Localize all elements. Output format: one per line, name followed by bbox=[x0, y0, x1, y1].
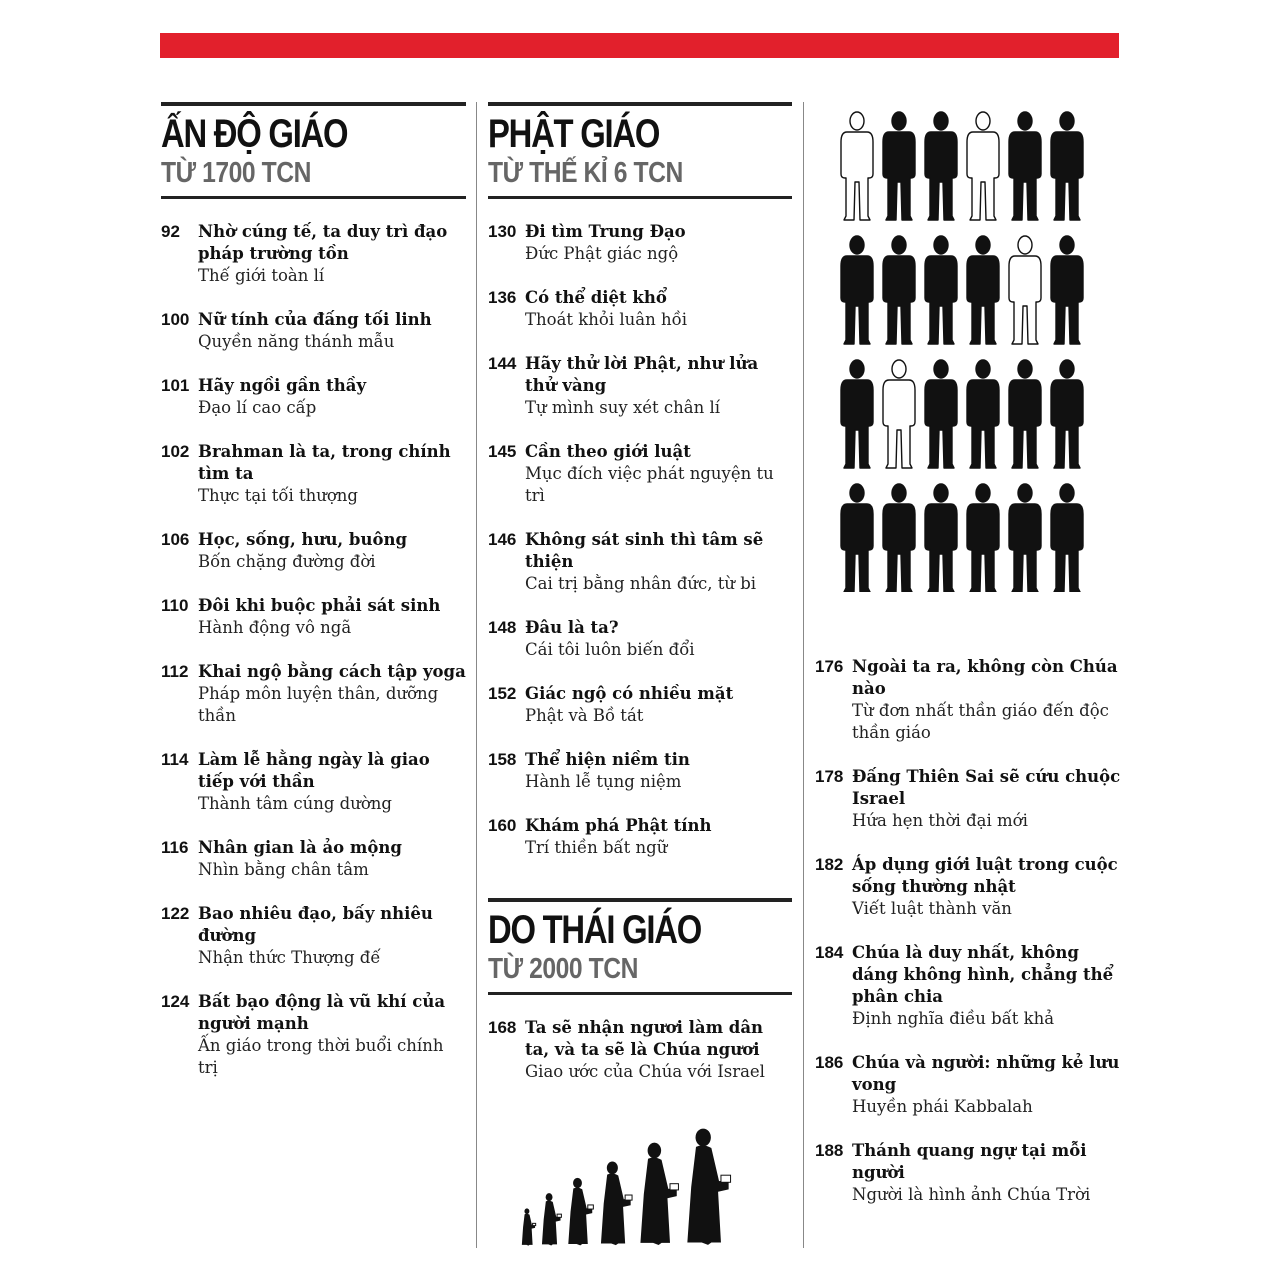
entry-title: Nhân gian là ảo mộng bbox=[198, 838, 402, 857]
entry-subtitle: Thành tâm cúng dường bbox=[198, 794, 392, 813]
page-number: 101 bbox=[161, 376, 190, 395]
toc-entry bbox=[161, 441, 466, 507]
entry-title: Học, sống, hưu, buông bbox=[198, 530, 407, 549]
entry-text bbox=[198, 595, 466, 639]
page-number: 124 bbox=[161, 992, 190, 1011]
entry-title: Thể hiện niềm tin bbox=[525, 750, 690, 769]
toc-entry bbox=[815, 1140, 1125, 1206]
entry-title: Ngoài ta ra, không còn Chúa nào bbox=[852, 657, 1118, 698]
entry-subtitle: Thế giới toàn lí bbox=[198, 266, 325, 285]
column-divider bbox=[476, 102, 477, 1248]
person-silhouette-icon bbox=[841, 484, 873, 592]
page-number: 146 bbox=[488, 530, 517, 549]
entry-title: Thánh quang ngự tại mỗi người bbox=[852, 1141, 1087, 1182]
entry-text bbox=[198, 837, 466, 881]
entry-subtitle: Nhận thức Thượng đế bbox=[198, 948, 381, 967]
toc-entry bbox=[161, 375, 466, 419]
entry-title: Hãy thử lời Phật, như lửa thử vàng bbox=[525, 354, 759, 395]
entry-title: Hãy ngồi gần thầy bbox=[198, 376, 367, 395]
monk-figure-icon bbox=[601, 1161, 632, 1245]
page-number: 176 bbox=[815, 657, 844, 676]
page-number: 106 bbox=[161, 530, 190, 549]
top-accent-bar bbox=[160, 33, 1119, 58]
person-silhouette-icon bbox=[1009, 360, 1041, 468]
toc-entry bbox=[488, 441, 792, 507]
entry-title: Nữ tính của đấng tối linh bbox=[198, 310, 432, 329]
person-silhouette-icon bbox=[1051, 484, 1083, 592]
toc-entry bbox=[161, 661, 466, 727]
entry-title: Khai ngộ bằng cách tập yoga bbox=[198, 662, 466, 681]
person-silhouette-icon bbox=[1009, 236, 1041, 344]
page-number: 182 bbox=[815, 855, 844, 874]
toc-entry bbox=[161, 529, 466, 573]
entry-subtitle: Mục đích việc phát nguyện tu trì bbox=[525, 464, 774, 505]
page-number: 92 bbox=[161, 222, 180, 241]
person-silhouette-icon bbox=[1009, 484, 1041, 592]
entry-subtitle: Đức Phật giác ngộ bbox=[525, 244, 679, 263]
entry-subtitle: Giao ước của Chúa với Israel bbox=[525, 1062, 765, 1081]
person-silhouette-icon bbox=[967, 484, 999, 592]
entry-title: Không sát sinh thì tâm sẽ thiện bbox=[525, 530, 764, 571]
section-title: PHẬT GIÁO bbox=[488, 112, 660, 156]
person-silhouette-icon bbox=[1051, 236, 1083, 344]
entry-subtitle: Từ đơn nhất thần giáo đến độc thần giáo bbox=[852, 701, 1109, 742]
toc-entry bbox=[488, 221, 792, 265]
toc-entry bbox=[488, 1017, 792, 1083]
entry-title: Đấng Thiên Sai sẽ cứu chuộc Israel bbox=[852, 767, 1121, 808]
page-number: 102 bbox=[161, 442, 190, 461]
page-number: 130 bbox=[488, 222, 517, 241]
entry-title: Bất bạo động là vũ khí của người mạnh bbox=[198, 992, 446, 1033]
person-silhouette-icon bbox=[925, 484, 957, 592]
entry-subtitle: Định nghĩa điều bất khả bbox=[852, 1009, 1055, 1028]
section-subtitle: TỪ 1700 TCN bbox=[161, 157, 312, 189]
person-silhouette-icon bbox=[841, 236, 873, 344]
entry-subtitle: Ấn giáo trong thời buổi chính trị bbox=[198, 1036, 444, 1077]
page-number: 178 bbox=[815, 767, 844, 786]
page-number: 136 bbox=[488, 288, 517, 307]
page-number: 148 bbox=[488, 618, 517, 637]
entry-text bbox=[198, 661, 466, 727]
toc-entry bbox=[488, 529, 792, 595]
entry-text bbox=[852, 1140, 1125, 1206]
entry-subtitle: Huyền phái Kabbalah bbox=[852, 1097, 1033, 1116]
entry-subtitle: Hành động vô ngã bbox=[198, 618, 352, 637]
entry-text bbox=[525, 529, 792, 595]
entry-text bbox=[525, 815, 792, 859]
section-judaism-continued bbox=[815, 656, 1125, 1228]
entry-subtitle: Phật và Bồ tát bbox=[525, 706, 644, 725]
monk-figure-icon bbox=[568, 1178, 593, 1245]
page-number: 184 bbox=[815, 943, 844, 962]
section-header bbox=[161, 102, 466, 199]
entry-text bbox=[525, 441, 792, 507]
page-number: 116 bbox=[161, 838, 189, 857]
entry-text bbox=[852, 656, 1125, 744]
monk-figure-icon bbox=[640, 1143, 678, 1245]
person-silhouette-icon bbox=[967, 360, 999, 468]
entry-text bbox=[525, 1017, 792, 1083]
toc-entry bbox=[488, 683, 792, 727]
entry-subtitle: Hứa hẹn thời đại mới bbox=[852, 811, 1028, 830]
person-silhouette-icon bbox=[925, 112, 957, 220]
entry-text bbox=[198, 375, 466, 419]
entry-list bbox=[488, 1017, 792, 1083]
entry-title: Cần theo giới luật bbox=[525, 442, 691, 461]
toc-entry bbox=[488, 353, 792, 419]
section-judaism bbox=[488, 898, 792, 1105]
entry-text bbox=[198, 441, 466, 507]
section-buddhism bbox=[488, 102, 792, 881]
page-number: 186 bbox=[815, 1053, 844, 1072]
entry-subtitle: Cái tôi luôn biến đổi bbox=[525, 640, 695, 659]
entry-text bbox=[198, 529, 466, 573]
toc-entry bbox=[488, 287, 792, 331]
entry-title: Chúa và người: những kẻ lưu vong bbox=[852, 1053, 1120, 1094]
monk-figure-icon bbox=[687, 1129, 730, 1245]
page-number: 110 bbox=[161, 596, 189, 615]
toc-entry bbox=[488, 815, 792, 859]
toc-entry bbox=[488, 749, 792, 793]
person-silhouette-icon bbox=[883, 360, 915, 468]
crowd-silhouettes-icon bbox=[836, 108, 1098, 592]
entry-subtitle: Cai trị bằng nhân đức, từ bi bbox=[525, 574, 757, 593]
entry-title: Ta sẽ nhận ngươi làm dân ta, và ta sẽ là Chúa ngươi bbox=[525, 1018, 764, 1059]
page-number: 168 bbox=[488, 1018, 517, 1037]
monk-procession-icon bbox=[516, 1126, 786, 1248]
page-number: 144 bbox=[488, 354, 517, 373]
person-silhouette-icon bbox=[925, 236, 957, 344]
person-silhouette-icon bbox=[967, 112, 999, 220]
entry-text bbox=[198, 221, 466, 287]
toc-entry bbox=[815, 942, 1125, 1030]
section-title: ẤN ĐỘ GIÁO bbox=[161, 112, 348, 156]
entry-subtitle: Tự mình suy xét chân lí bbox=[525, 398, 721, 417]
entry-text bbox=[852, 942, 1125, 1030]
page-number: 122 bbox=[161, 904, 190, 923]
entry-title: Áp dụng giới luật trong cuộc sống thường nhật bbox=[852, 855, 1118, 896]
entry-subtitle: Quyền năng thánh mẫu bbox=[198, 332, 395, 351]
entry-subtitle: Nhìn bằng chân tâm bbox=[198, 860, 369, 879]
person-silhouette-icon bbox=[883, 484, 915, 592]
toc-entry bbox=[488, 617, 792, 661]
person-silhouette-icon bbox=[1051, 112, 1083, 220]
toc-entry bbox=[161, 221, 466, 287]
person-silhouette-icon bbox=[883, 236, 915, 344]
person-silhouette-icon bbox=[883, 112, 915, 220]
entry-text bbox=[525, 287, 792, 331]
person-silhouette-icon bbox=[1051, 360, 1083, 468]
section-title: DO THÁI GIÁO bbox=[488, 908, 702, 952]
page-number: 188 bbox=[815, 1141, 844, 1160]
entry-subtitle: Trí thiền bất ngữ bbox=[525, 838, 668, 857]
entry-title: Giác ngộ có nhiều mặt bbox=[525, 684, 734, 703]
entry-text bbox=[525, 353, 792, 419]
person-silhouette-icon bbox=[1009, 112, 1041, 220]
entry-text bbox=[525, 749, 792, 793]
entry-list bbox=[161, 221, 466, 1079]
entry-subtitle: Người là hình ảnh Chúa Trời bbox=[852, 1185, 1091, 1204]
page-number: 152 bbox=[488, 684, 517, 703]
entry-title: Có thể diệt khổ bbox=[525, 288, 667, 307]
section-subtitle: TỪ 2000 TCN bbox=[488, 953, 639, 985]
entry-title: Brahman là ta, trong chính tìm ta bbox=[198, 442, 451, 483]
page-number: 100 bbox=[161, 310, 190, 329]
section-subtitle: TỪ THẾ KỈ 6 TCN bbox=[488, 157, 683, 189]
toc-entry bbox=[815, 1052, 1125, 1118]
entry-subtitle: Hành lễ tụng niệm bbox=[525, 772, 682, 791]
entry-text bbox=[852, 766, 1125, 832]
page-number: 114 bbox=[161, 750, 189, 769]
entry-title: Đâu là ta? bbox=[525, 618, 619, 637]
entry-title: Khám phá Phật tính bbox=[525, 816, 712, 835]
entry-subtitle: Pháp môn luyện thân, dưỡng thần bbox=[198, 684, 439, 725]
monk-figure-icon bbox=[542, 1193, 561, 1245]
entry-title: Chúa là duy nhất, không dáng không hình, chẳng thể phân chia bbox=[852, 943, 1114, 1006]
page-number: 145 bbox=[488, 442, 517, 461]
entry-subtitle: Bốn chặng đường đời bbox=[198, 552, 376, 571]
entry-text bbox=[525, 683, 792, 727]
section-header bbox=[488, 102, 792, 199]
toc-entry bbox=[161, 309, 466, 353]
entry-subtitle: Viết luật thành văn bbox=[852, 899, 1012, 918]
entry-text bbox=[525, 617, 792, 661]
entry-text bbox=[852, 854, 1125, 920]
entry-list bbox=[815, 656, 1125, 1206]
entry-text bbox=[198, 903, 466, 969]
toc-entry bbox=[815, 766, 1125, 832]
column-divider bbox=[803, 102, 804, 1248]
entry-subtitle: Đạo lí cao cấp bbox=[198, 398, 317, 417]
entry-text bbox=[198, 309, 466, 353]
entry-subtitle: Thực tại tối thượng bbox=[198, 486, 358, 505]
entry-title: Làm lễ hằng ngày là giao tiếp với thần bbox=[198, 750, 430, 791]
entry-title: Đôi khi buộc phải sát sinh bbox=[198, 596, 441, 615]
person-silhouette-icon bbox=[841, 112, 873, 220]
toc-entry bbox=[815, 854, 1125, 920]
page-number: 112 bbox=[161, 662, 189, 681]
monk-figure-icon bbox=[522, 1208, 536, 1245]
entry-list bbox=[488, 221, 792, 859]
person-silhouette-icon bbox=[925, 360, 957, 468]
page-number: 158 bbox=[488, 750, 517, 769]
section-hinduism bbox=[161, 102, 466, 1101]
toc-entry bbox=[815, 656, 1125, 744]
entry-title: Bao nhiêu đạo, bấy nhiêu đường bbox=[198, 904, 433, 945]
entry-title: Đi tìm Trung Đạo bbox=[525, 222, 686, 241]
entry-subtitle: Thoát khỏi luân hồi bbox=[525, 310, 687, 329]
person-silhouette-icon bbox=[841, 360, 873, 468]
toc-entry bbox=[161, 837, 466, 881]
entry-text bbox=[198, 991, 466, 1079]
entry-text bbox=[198, 749, 466, 815]
page-number: 160 bbox=[488, 816, 517, 835]
toc-entry bbox=[161, 595, 466, 639]
entry-text bbox=[852, 1052, 1125, 1118]
section-header bbox=[488, 898, 792, 995]
person-silhouette-icon bbox=[967, 236, 999, 344]
entry-text bbox=[525, 221, 792, 265]
toc-entry bbox=[161, 903, 466, 969]
entry-title: Nhờ cúng tế, ta duy trì đạo pháp trường tồn bbox=[198, 222, 448, 263]
toc-entry bbox=[161, 749, 466, 815]
toc-entry bbox=[161, 991, 466, 1079]
